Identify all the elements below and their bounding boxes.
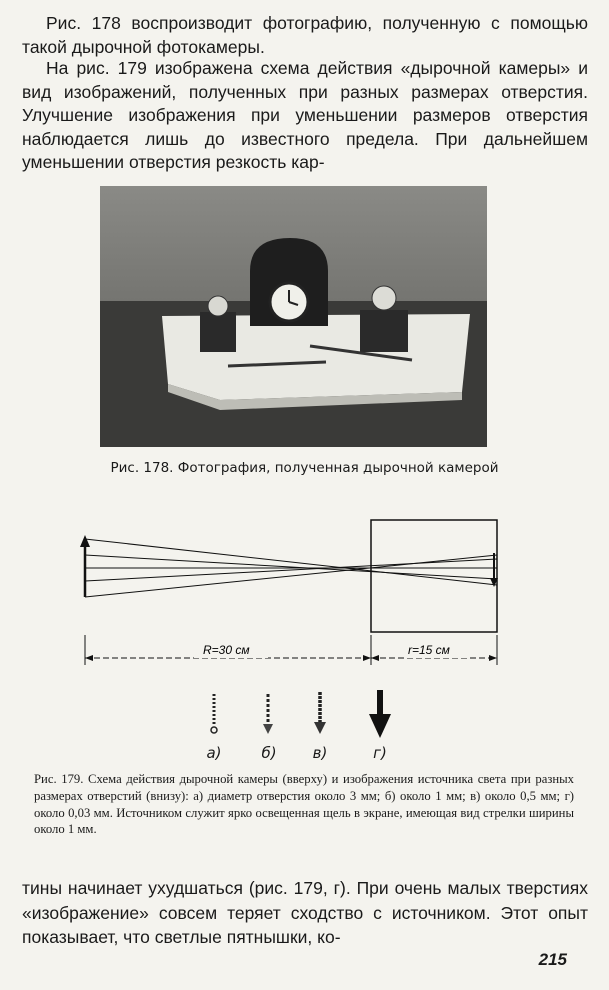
image-b xyxy=(263,694,273,734)
paragraph-3: тины начинает ухудшаться (рис. 179, г). При очень малых тверстиях «изображение» совсем теряет сходство с источником. Этот опыт показывает, что светлые пятнышки, ко- xyxy=(22,878,588,947)
figure-178-photo xyxy=(100,186,487,447)
label-a: а) xyxy=(206,744,222,762)
camera-box xyxy=(371,520,497,632)
paragraph-2: На рис. 179 изображена схема действия «дырочной камеры» и вид изображений, полученных при разных размерах отверстия. Улучшение изображения при уменьшении размеров отверстия наблюдается лишь до известного предела. При дальнейшем уменьшении отверстия резкость кар- xyxy=(22,58,588,172)
label-c: в) xyxy=(312,744,328,762)
image-d xyxy=(369,690,391,738)
figure-179-diagram xyxy=(66,515,506,670)
dimension-R-label: R=30 см xyxy=(203,643,250,657)
label-b: б) xyxy=(261,744,277,762)
label-d: г) xyxy=(373,744,387,762)
figure-178-caption: Рис. 178. Фотография, полученная дырочной камерой xyxy=(110,460,499,476)
image-c xyxy=(314,692,326,734)
dimension-r-label: r=15 см xyxy=(408,643,450,657)
image-a xyxy=(211,694,217,733)
figure-179-caption: Рис. 179. Схема действия дырочной камеры (вверху) и изображения источника света при разных размерах отверстий (внизу): а) диаметр отверстия около 3 мм; б) около 1 мм; в) около 0,5 мм; г) около 0,03 мм. Источником служит ярко освещенная щель в экране, имеющая вид стрелки ширины около 1 мм. xyxy=(34,772,574,837)
paragraph-1: Рис. 178 воспроизводит фотографию, полученную с помощью такой дырочной фотокамеры. xyxy=(22,13,588,57)
page-number: 215 xyxy=(538,950,567,969)
